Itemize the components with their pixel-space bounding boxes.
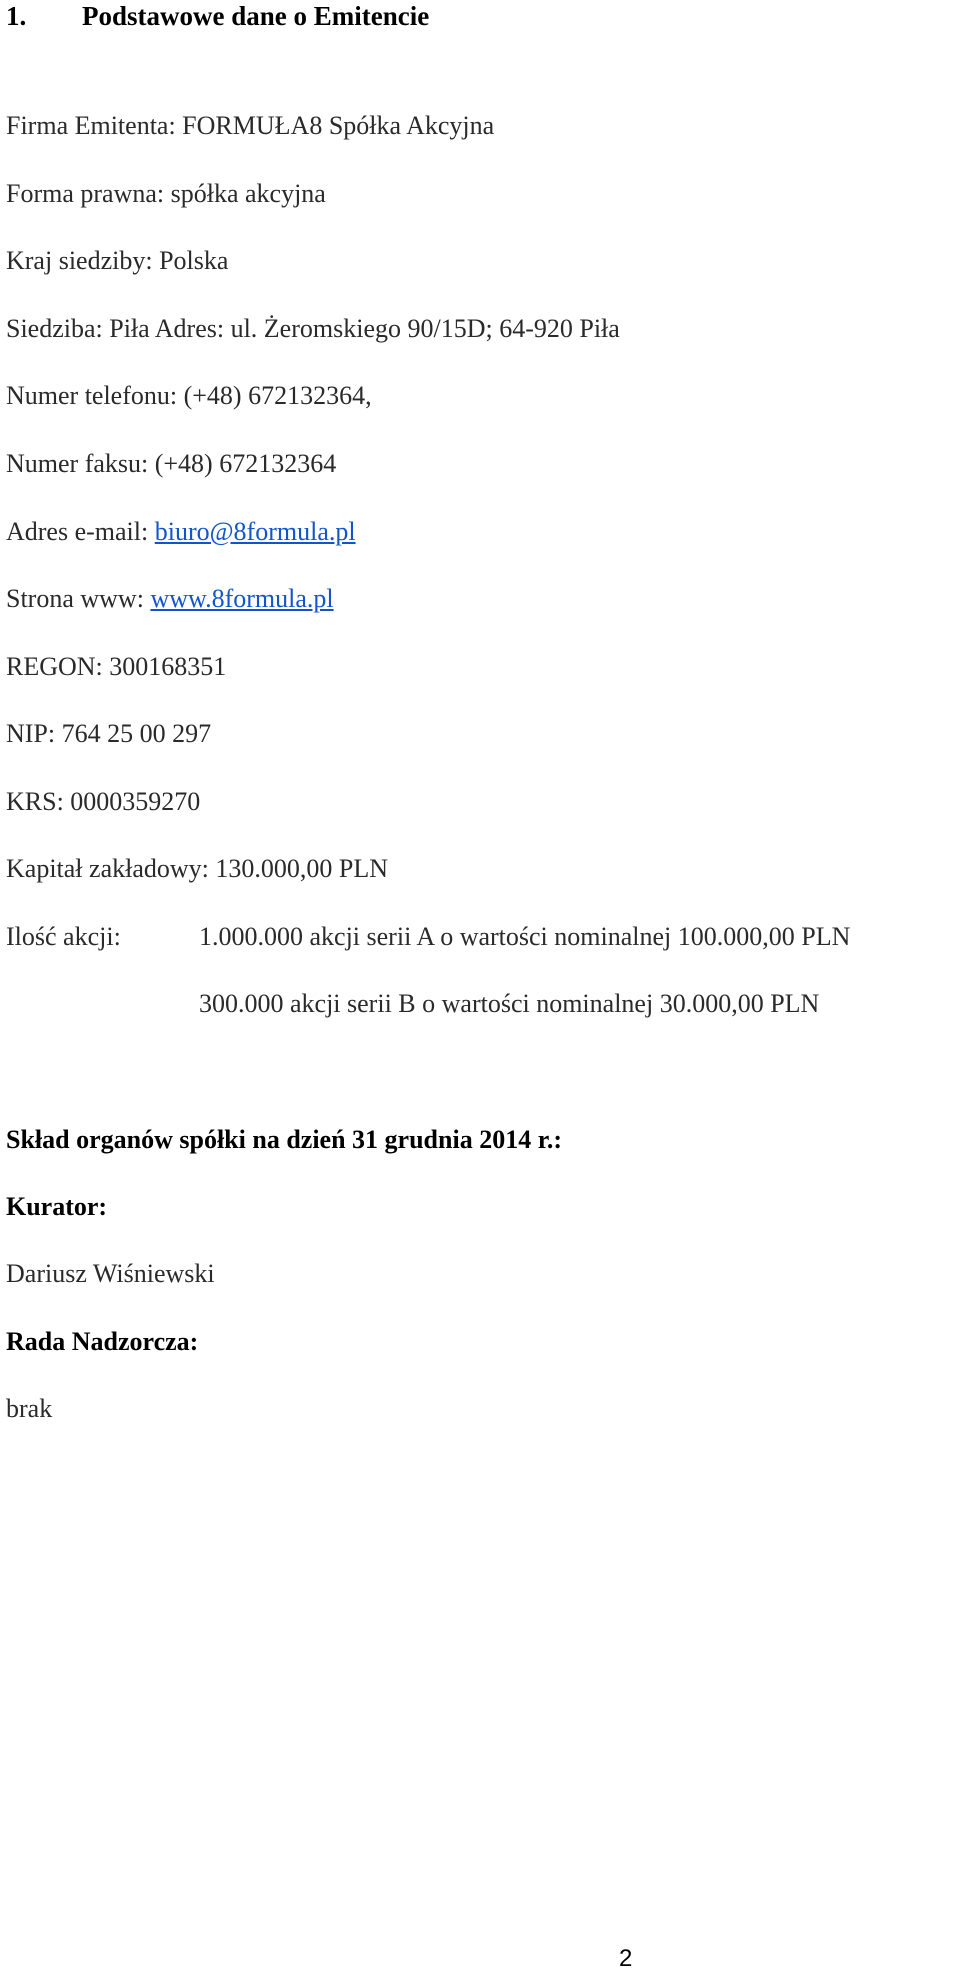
section-title: Podstawowe dane o Emitencie (82, 1, 430, 31)
email-link[interactable]: biuro@8formula.pl (154, 517, 356, 546)
regon-number: REGON: 300168351 (6, 652, 227, 681)
fax-number: Numer faksu: (+48) 672132364 (6, 449, 337, 478)
shares-label: Ilość akcji: (6, 922, 121, 951)
section-number: 1. (6, 1, 27, 31)
nip-number: NIP: 764 25 00 297 (6, 719, 212, 748)
shares-row-a (6, 921, 850, 953)
shares-series-b: 300.000 akcji serii B o wartości nominalnej 30.000,00 PLN (199, 989, 820, 1018)
website-link[interactable]: www.8formula.pl (150, 584, 334, 613)
phone-number: Numer telefonu: (+48) 672132364, (6, 381, 372, 410)
curator-label: Kurator: (6, 1192, 108, 1221)
page-number: 2 (619, 1945, 633, 1972)
issuer-firm: Firma Emitenta: FORMUŁA8 Spółka Akcyjna (6, 111, 495, 140)
krs-number: KRS: 0000359270 (6, 787, 201, 816)
shares-series-a: 1.000.000 akcji serii A o wartości nominalnej 100.000,00 PLN (199, 922, 851, 951)
share-capital: Kapitał zakładowy: 130.000,00 PLN (6, 854, 388, 883)
curator-name: Dariusz Wiśniewski (6, 1259, 215, 1288)
legal-form: Forma prawna: spółka akcyjna (6, 179, 326, 208)
seat-address: Siedziba: Piła Adres: ul. Żeromskiego 90/15D; 64-920 Piła (6, 314, 620, 343)
supervisory-board-value: brak (6, 1394, 53, 1423)
country-of-seat: Kraj siedziby: Polska (6, 246, 229, 275)
bodies-heading: Skład organów spółki na dzień 31 grudnia 2014 r.: (6, 1125, 563, 1154)
supervisory-board-label: Rada Nadzorcza: (6, 1327, 199, 1356)
website-row (6, 583, 334, 615)
email-row (6, 516, 356, 548)
website-label: Strona www: (6, 584, 151, 613)
section-heading (6, 0, 429, 32)
email-label: Adres e-mail: (6, 517, 155, 546)
